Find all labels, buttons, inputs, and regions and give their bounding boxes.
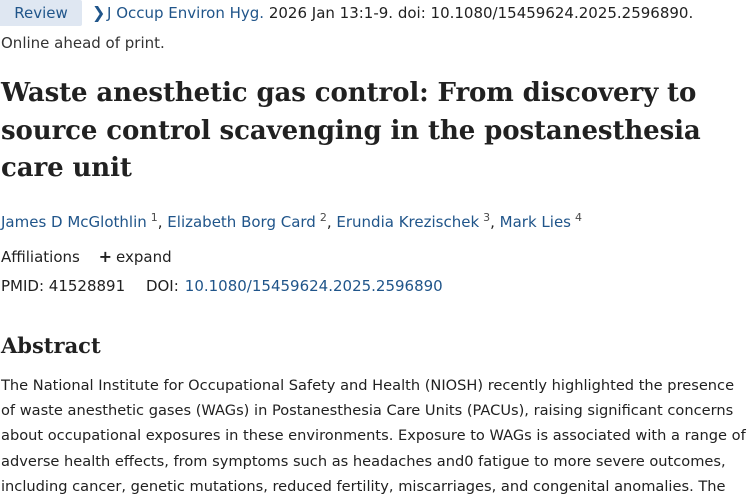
abstract-heading: Abstract: [1, 333, 101, 358]
affiliations-label: Affiliations: [1, 248, 80, 266]
affiliations-row: [1, 246, 172, 268]
identifiers-row: [1, 275, 443, 297]
author-link[interactable]: James D McGlothlin: [1, 213, 147, 231]
affiliation-number[interactable]: 1: [150, 211, 158, 224]
author-separator: ,: [157, 213, 168, 231]
review-badge[interactable]: Review: [0, 0, 82, 26]
abstract-line: The National Institute for Occupational Safety and Health (NIOSH) recently highlighted the presence: [1, 377, 735, 394]
author-link[interactable]: Mark Lies: [499, 213, 571, 231]
citation: [92, 0, 693, 26]
affiliation-number[interactable]: 3: [483, 211, 491, 224]
chevron-right-icon[interactable]: ❯: [92, 3, 106, 22]
doi-link[interactable]: 10.1080/15459624.2025.2596890: [184, 277, 443, 295]
journal-link[interactable]: J Occup Environ Hyg.: [107, 4, 265, 22]
abstract-line: of waste anesthetic gases (WAGs) in Postanesthesia Care Units (PACUs), raising significant concerns: [1, 402, 734, 420]
pmid-value: 41528891: [48, 277, 126, 295]
author-separator: ,: [326, 213, 337, 231]
abstract-line: adverse health effects, from symptoms such as headaches and0 fatigue to more severe outcomes,: [1, 452, 726, 470]
citation-bar: [0, 0, 750, 28]
author-list: [1, 207, 582, 233]
author-link[interactable]: Elizabeth Borg Card: [167, 213, 316, 231]
abstract-line: about occupational exposures in these environments. Exposure to WAGs is associated with a range of: [1, 427, 746, 445]
doi-label: DOI:: [145, 277, 179, 295]
affiliation-number[interactable]: 2: [319, 211, 327, 224]
publication-status: Online ahead of print.: [1, 34, 165, 52]
expand-button[interactable]: expand: [116, 248, 172, 266]
abstract-text: [1, 373, 749, 499]
citation-details: 2026 Jan 13:1-9. doi: 10.1080/15459624.2025.2596890.: [264, 4, 694, 22]
affiliation-number[interactable]: 4: [575, 211, 582, 224]
pmid-label: PMID:: [1, 277, 45, 295]
abstract-line: including cancer, genetic mutations, reduced fertility, miscarriages, and congenital anomalies. The: [1, 477, 726, 495]
article-title: Waste anesthetic gas control: From discovery to source control scavenging in the postanesthesia care unit: [1, 78, 701, 183]
author-separator: ,: [490, 213, 500, 231]
author-link[interactable]: Erundia Krezischek: [336, 213, 480, 231]
plus-icon[interactable]: +: [98, 247, 113, 266]
